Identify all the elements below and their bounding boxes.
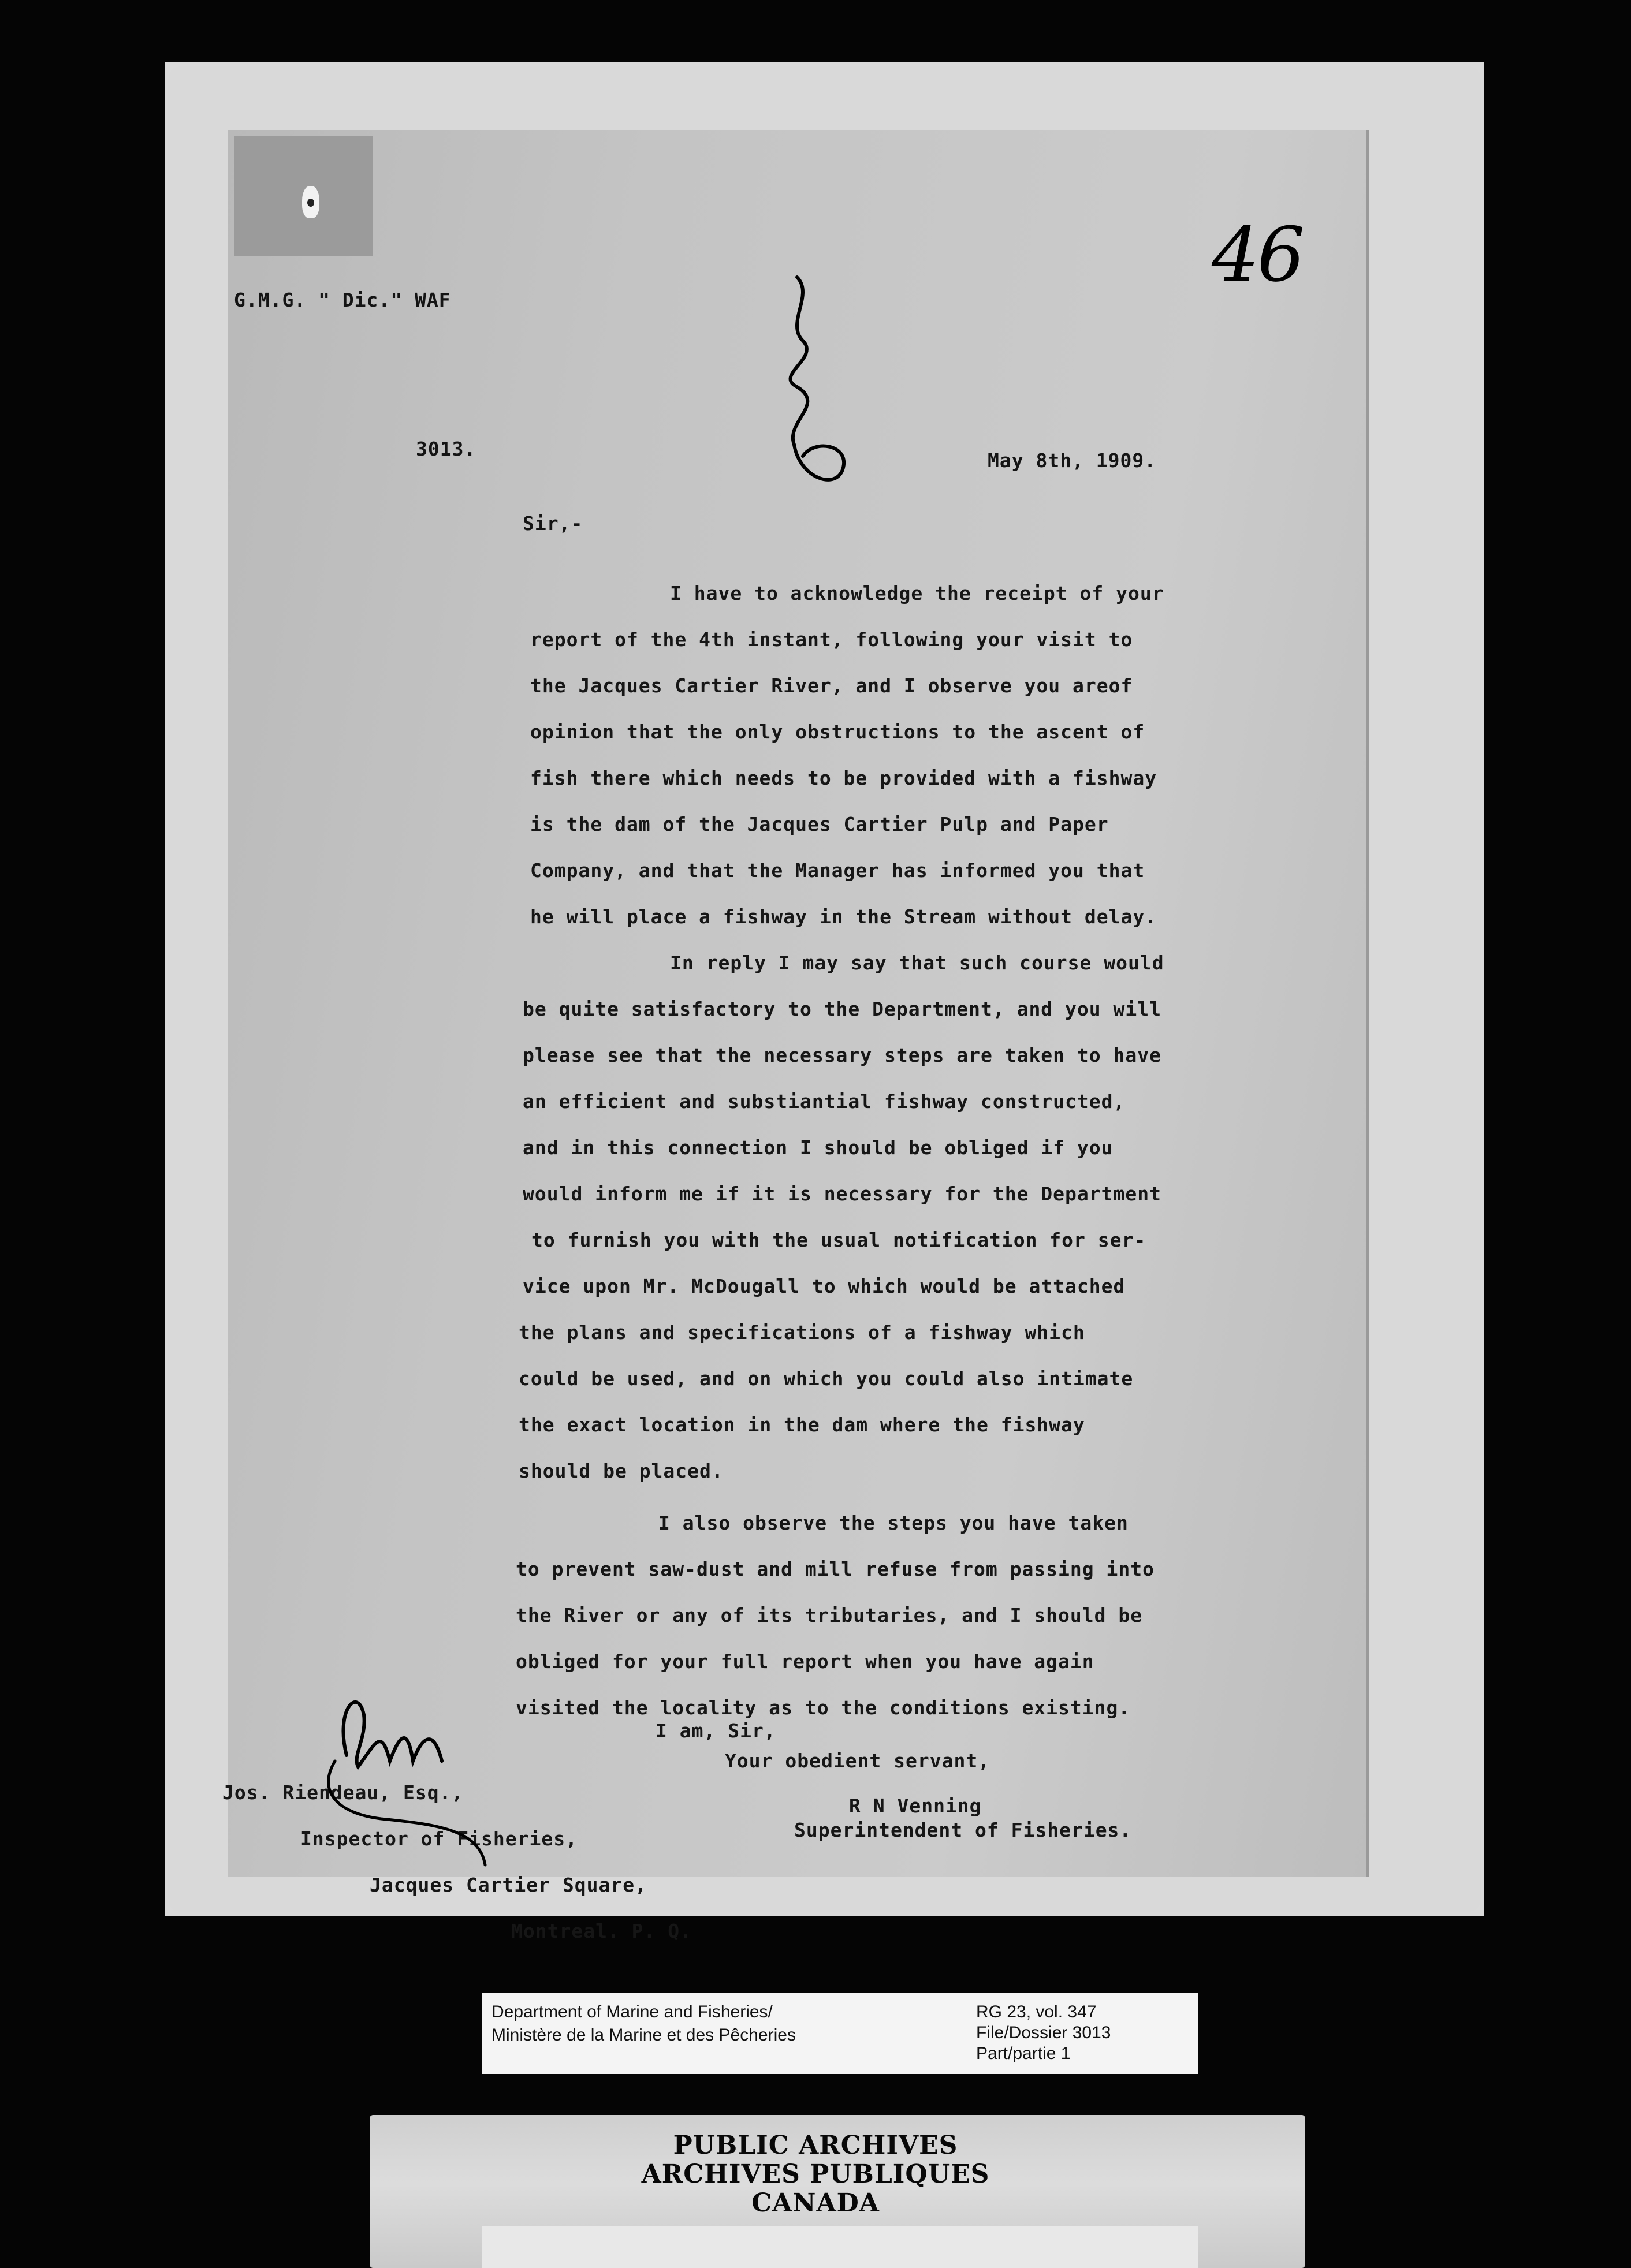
body-line: to prevent saw-dust and mill refuse from passing into [516, 1558, 1155, 1580]
body-line: be quite satisfactory to the Department, and you will [523, 998, 1161, 1020]
body-line: an efficient and substiantial fishway constructed, [523, 1090, 1126, 1113]
body-line: obliged for your full report when you have again [516, 1650, 1094, 1673]
department-english: Department of Marine and Fisheries/ [491, 2002, 773, 2021]
signatory-title: Superintendent of Fisheries. [794, 1819, 1132, 1841]
body-line: could be used, and on which you could also intimate [519, 1367, 1134, 1390]
handwritten-initials [312, 1674, 554, 1882]
stamp-line-1: PUBLIC ARCHIVES [673, 2131, 958, 2160]
body-line: the Jacques Cartier River, and I observe you areof [530, 674, 1133, 697]
body-line: the exact location in the dam where the fishway [519, 1413, 1085, 1436]
body-line: would inform me if it is necessary for the Department [523, 1183, 1161, 1205]
body-line: the River or any of its tributaries, and I should be [516, 1604, 1143, 1627]
body-line: report of the 4th instant, following your visit to [530, 628, 1133, 651]
closing-line: Your obedient servant, [725, 1750, 990, 1772]
body-line: I have to acknowledge the receipt of your [670, 582, 1164, 605]
signatory-name: R N Venning [849, 1795, 982, 1817]
body-line: vice upon Mr. McDougall to which would be attached [523, 1275, 1126, 1297]
letter-date: May 8th, 1909. [988, 449, 1157, 472]
department-french: Ministère de la Marine et des Pêcheries [491, 2025, 796, 2045]
file-number: 3013. [416, 438, 476, 460]
body-line: Company, and that the Manager has informed you that [530, 859, 1145, 882]
body-line: fish there which needs to be provided with a fishway [530, 767, 1157, 789]
record-group: RG 23, vol. 347 [976, 2002, 1097, 2021]
file-dossier: File/Dossier 3013 [976, 2023, 1111, 2042]
handwritten-page-number: 46 [1212, 211, 1303, 299]
stamp-line-2: ARCHIVES PUBLIQUES [641, 2159, 990, 2189]
header-code: G.M.G. " Dic." WAF [234, 289, 451, 311]
body-line: is the dam of the Jacques Cartier Pulp and Paper [530, 813, 1109, 835]
body-line: I also observe the steps you have taken [658, 1512, 1129, 1534]
body-line: opinion that the only obstructions to the ascent of [530, 721, 1145, 743]
salutation: Sir,- [523, 512, 583, 535]
stamp-strip [482, 2226, 1198, 2268]
archive-reference-label [482, 1993, 1198, 2074]
body-line: visited the locality as to the conditions existing. [516, 1696, 1131, 1719]
body-line: please see that the necessary steps are taken to have [523, 1044, 1161, 1066]
address-line: Jacques Cartier Square, [370, 1874, 647, 1896]
body-line: should be placed. [519, 1460, 724, 1482]
address-line: Inspector of Fisheries, [300, 1827, 578, 1850]
body-line: he will place a fishway in the Stream without delay. [530, 905, 1157, 928]
body-line: the plans and specifications of a fishway which [519, 1321, 1085, 1344]
closing-line: I am, Sir, [656, 1719, 776, 1742]
body-line: and in this connection I should be obliged if you [523, 1136, 1114, 1159]
stamp-line-3: CANADA [751, 2188, 880, 2218]
body-line: In reply I may say that such course would [670, 952, 1164, 974]
address-line: Jos. Riendeau, Esq., [222, 1781, 464, 1804]
address-line: Montreal. P. Q. [511, 1920, 692, 1942]
body-line: to furnish you with the usual notification for ser- [531, 1229, 1146, 1251]
part: Part/partie 1 [976, 2044, 1071, 2063]
